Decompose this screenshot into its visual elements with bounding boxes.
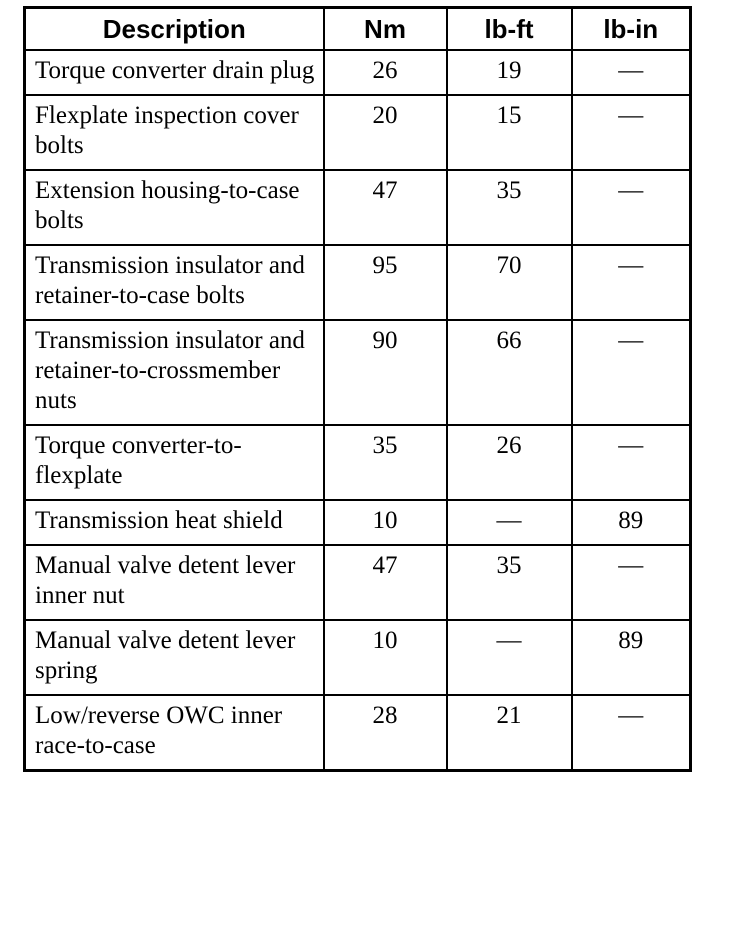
- lbft-cell: —: [447, 500, 572, 545]
- table-row: [25, 320, 691, 425]
- description-cell: Transmission heat shield: [25, 500, 324, 545]
- description-cell: Torque converter-to-flexplate: [25, 425, 324, 500]
- lbft-cell: 66: [447, 320, 572, 425]
- lbft-cell: 35: [447, 545, 572, 620]
- description-cell: Manual valve detent lever spring: [25, 620, 324, 695]
- description-cell: Flexplate inspection cover bolts: [25, 95, 324, 170]
- lbft-cell: 26: [447, 425, 572, 500]
- table-row: [25, 545, 691, 620]
- nm-cell: 47: [324, 170, 447, 245]
- header-description: Description: [25, 8, 324, 51]
- lbft-cell: 15: [447, 95, 572, 170]
- header-nm: Nm: [324, 8, 447, 51]
- header-lbft: lb-ft: [447, 8, 572, 51]
- table-row: [25, 170, 691, 245]
- table-row: [25, 695, 691, 771]
- lbin-cell: 89: [572, 500, 691, 545]
- table-row: [25, 500, 691, 545]
- lbin-cell: —: [572, 245, 691, 320]
- nm-cell: 28: [324, 695, 447, 771]
- description-cell: Extension housing-to-case bolts: [25, 170, 324, 245]
- nm-cell: 20: [324, 95, 447, 170]
- header-lbin: lb-in: [572, 8, 691, 51]
- lbin-cell: —: [572, 50, 691, 95]
- lbin-cell: —: [572, 95, 691, 170]
- description-cell: Torque converter drain plug: [25, 50, 324, 95]
- description-cell: Transmission insulator and retainer-to-crossmember nuts: [25, 320, 324, 425]
- lbin-cell: —: [572, 320, 691, 425]
- header-row: [25, 8, 691, 51]
- lbft-cell: 35: [447, 170, 572, 245]
- nm-cell: 10: [324, 620, 447, 695]
- nm-cell: 10: [324, 500, 447, 545]
- nm-cell: 47: [324, 545, 447, 620]
- lbft-cell: —: [447, 620, 572, 695]
- table-row: [25, 425, 691, 500]
- table-row: [25, 620, 691, 695]
- description-cell: Low/reverse OWC inner race-to-case: [25, 695, 324, 771]
- nm-cell: 35: [324, 425, 447, 500]
- nm-cell: 90: [324, 320, 447, 425]
- lbft-cell: 19: [447, 50, 572, 95]
- nm-cell: 26: [324, 50, 447, 95]
- nm-cell: 95: [324, 245, 447, 320]
- table-row: [25, 95, 691, 170]
- torque-specifications-table: [23, 6, 692, 772]
- lbin-cell: —: [572, 425, 691, 500]
- description-cell: Transmission insulator and retainer-to-case bolts: [25, 245, 324, 320]
- lbft-cell: 70: [447, 245, 572, 320]
- lbft-cell: 21: [447, 695, 572, 771]
- lbin-cell: 89: [572, 620, 691, 695]
- table-row: [25, 50, 691, 95]
- table-row: [25, 245, 691, 320]
- lbin-cell: —: [572, 170, 691, 245]
- lbin-cell: —: [572, 545, 691, 620]
- description-cell: Manual valve detent lever inner nut: [25, 545, 324, 620]
- lbin-cell: —: [572, 695, 691, 771]
